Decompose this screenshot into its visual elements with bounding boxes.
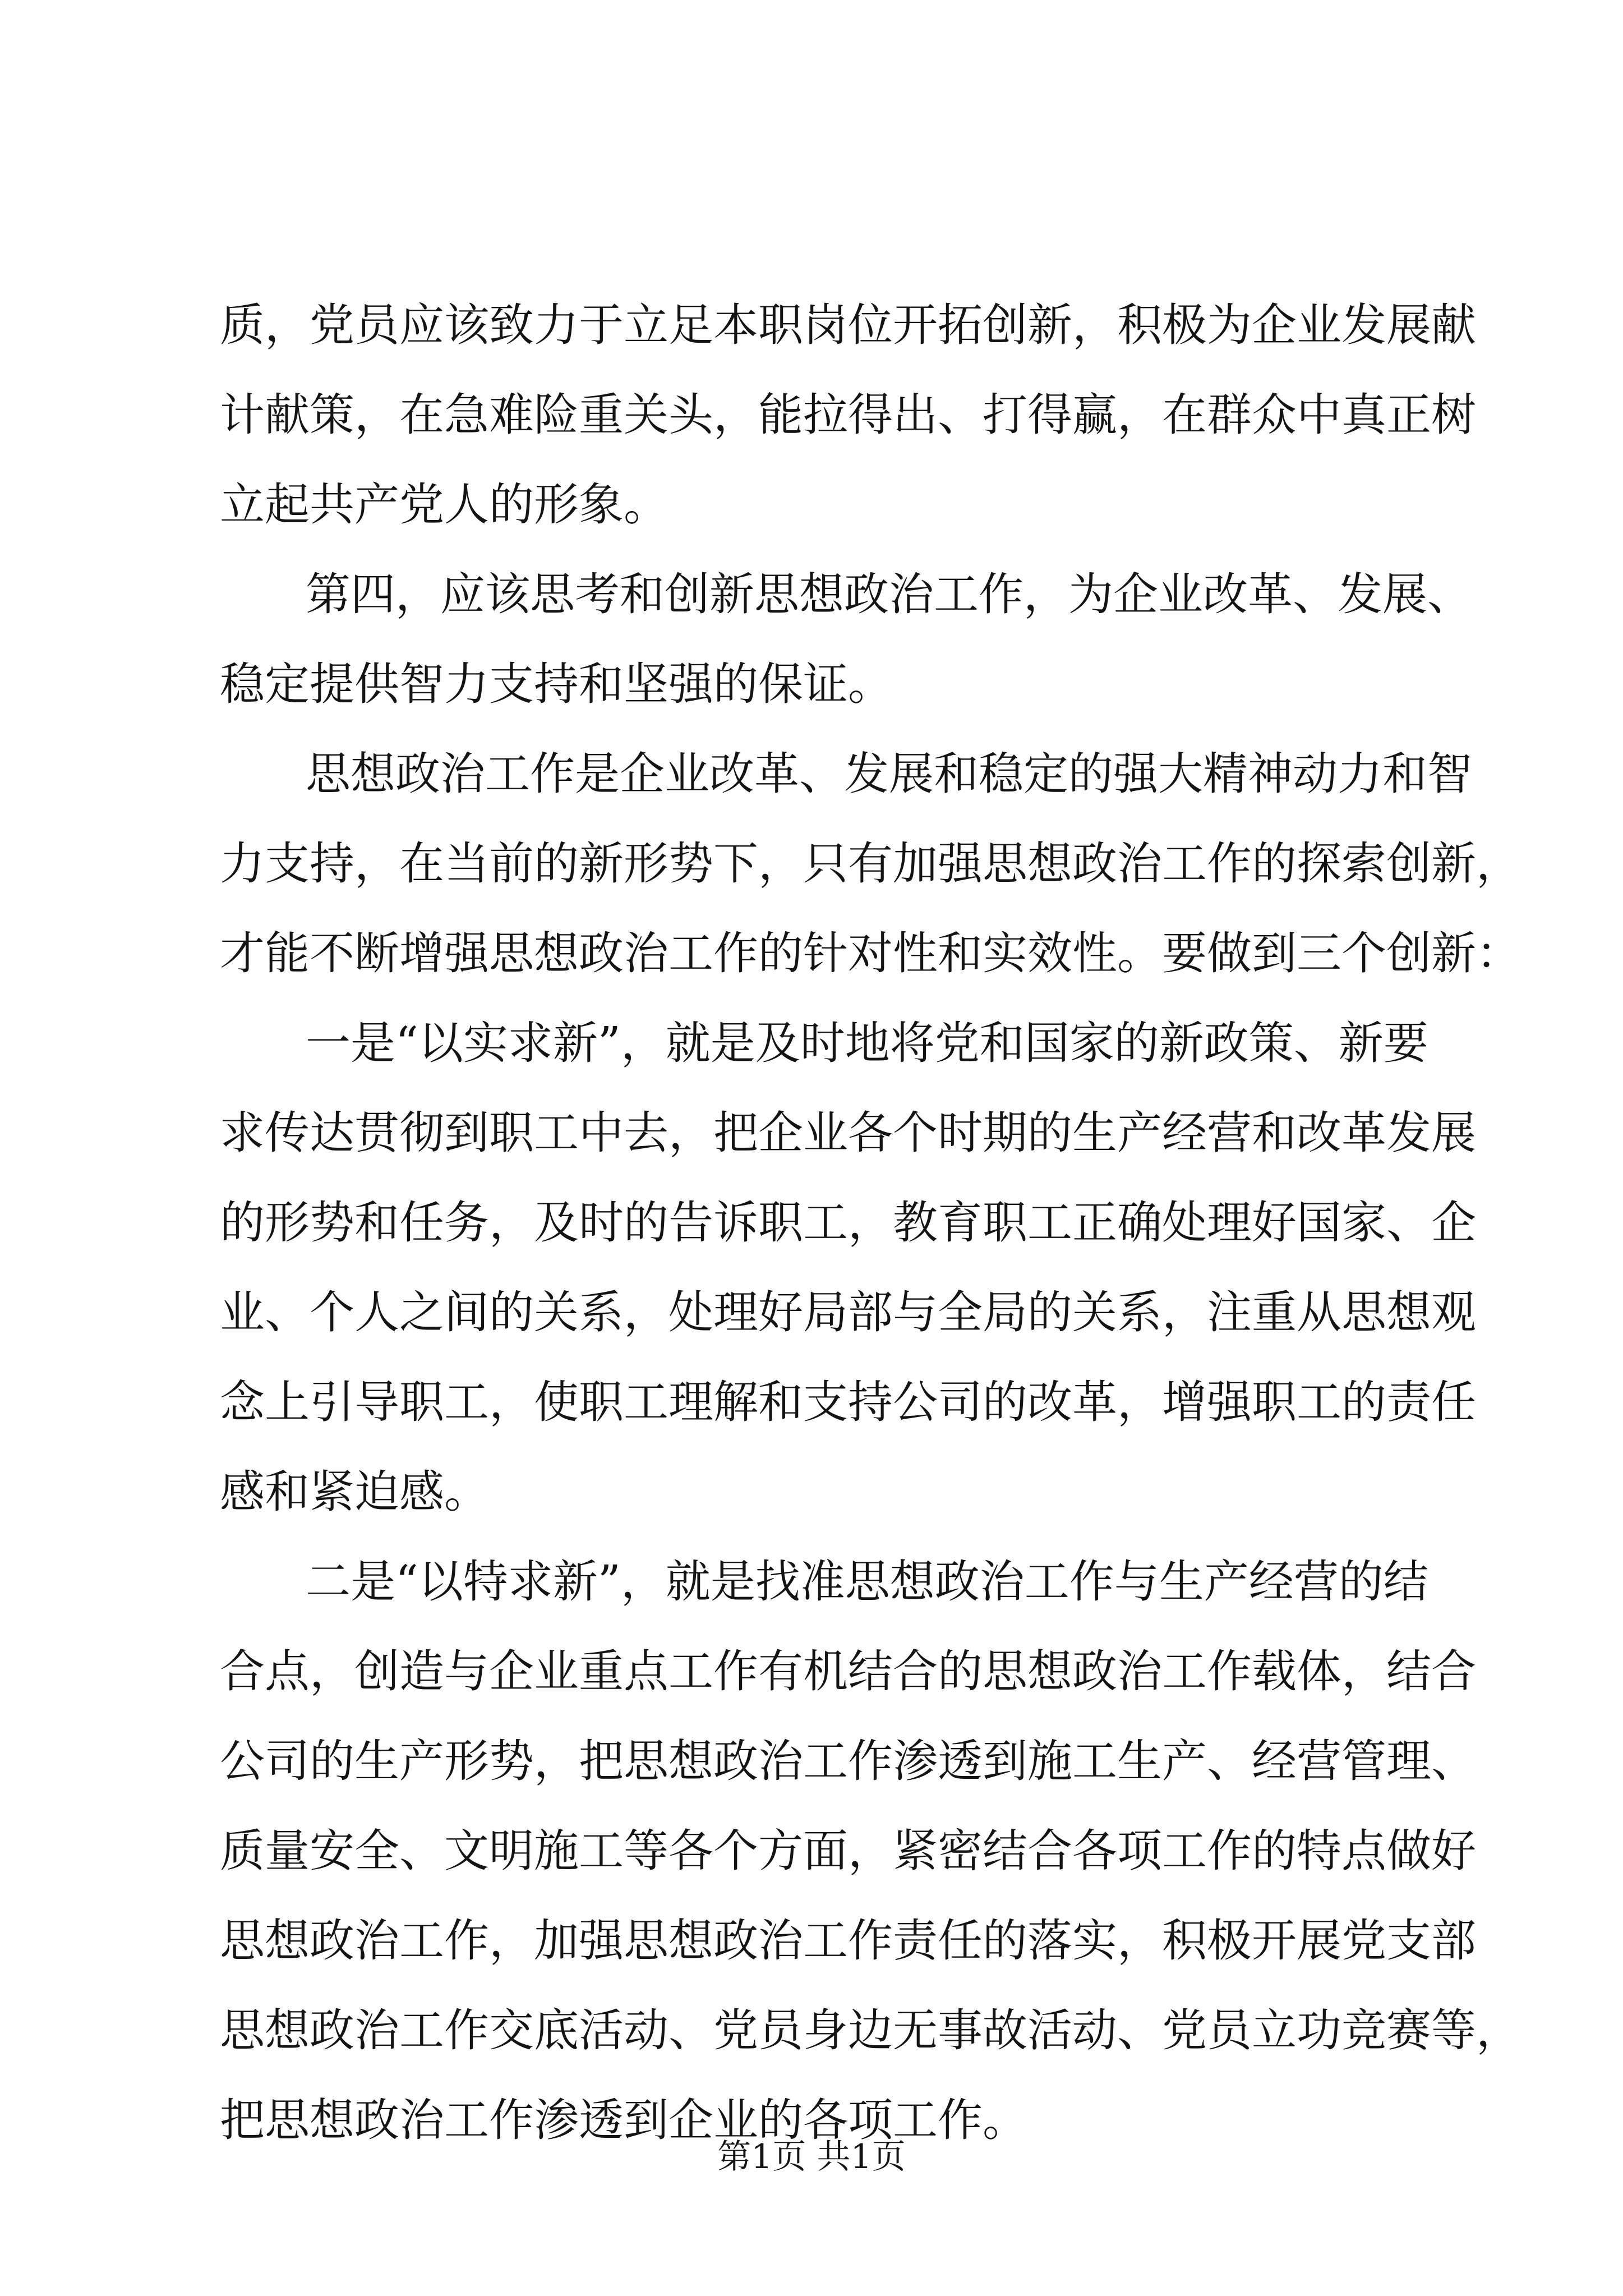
paragraph-line: 感和紧迫感。 (220, 1466, 489, 1518)
paragraph-line: 的形势和任务，及时的告诉职工，教育职工正确处理好国家、企 (220, 1197, 1476, 1249)
paragraph-line: 二是“以特求新”，就是找准思想政治工作与生产经营的结 (306, 1556, 1428, 1608)
paragraph-line: 力支持，在当前的新形势下，只有加强思想政治工作的探索创新， (220, 838, 1521, 890)
paragraph-line: 思想政治工作，加强思想政治工作责任的落实，积极开展党支部 (220, 1915, 1476, 1967)
paragraph-line: 稳定提供智力支持和坚强的保证。 (220, 658, 893, 710)
paragraph-line: 质量安全、文明施工等各个方面，紧密结合各项工作的特点做好 (220, 1825, 1476, 1877)
paragraph-line: 一是“以实求新”，就是及时地将党和国家的新政策、新要 (306, 1017, 1428, 1069)
paragraph-line: 思想政治工作交底活动、党员身边无事故活动、党员立功竞赛等， (220, 2004, 1521, 2056)
paragraph-line: 质，党员应该致力于立足本职岗位开拓创新，积极为企业发展献 (220, 299, 1476, 351)
page-footer: 第1页 共1页 (717, 2137, 906, 2177)
paragraph-line: 求传达贯彻到职工中去，把企业各个时期的生产经营和改革发展 (220, 1107, 1476, 1159)
paragraph-line: 把思想政治工作渗透到企业的各项工作。 (220, 2094, 1027, 2146)
paragraph-line: 思想政治工作是企业改革、发展和稳定的强大精神动力和智 (306, 748, 1472, 800)
paragraph-line: 才能不断增强思想政治工作的针对性和实效性。要做到三个创新： (220, 927, 1521, 979)
paragraph-line: 计献策，在急难险重关头，能拉得出、打得赢，在群众中真正树 (220, 389, 1476, 441)
paragraph-line: 念上引导职工，使职工理解和支持公司的改革，增强职工的责任 (220, 1376, 1476, 1428)
paragraph-line: 立起共产党人的形象。 (220, 478, 668, 531)
paragraph-line: 业、个人之间的关系，处理好局部与全局的关系，注重从思想观 (220, 1286, 1476, 1338)
paragraph-line: 第四，应该思考和创新思想政治工作，为企业改革、发展、 (306, 568, 1472, 620)
paragraph-line: 公司的生产形势，把思想政治工作渗透到施工生产、经营管理、 (220, 1735, 1476, 1787)
paragraph-line: 合点，创造与企业重点工作有机结合的思想政治工作载体，结合 (220, 1645, 1476, 1697)
